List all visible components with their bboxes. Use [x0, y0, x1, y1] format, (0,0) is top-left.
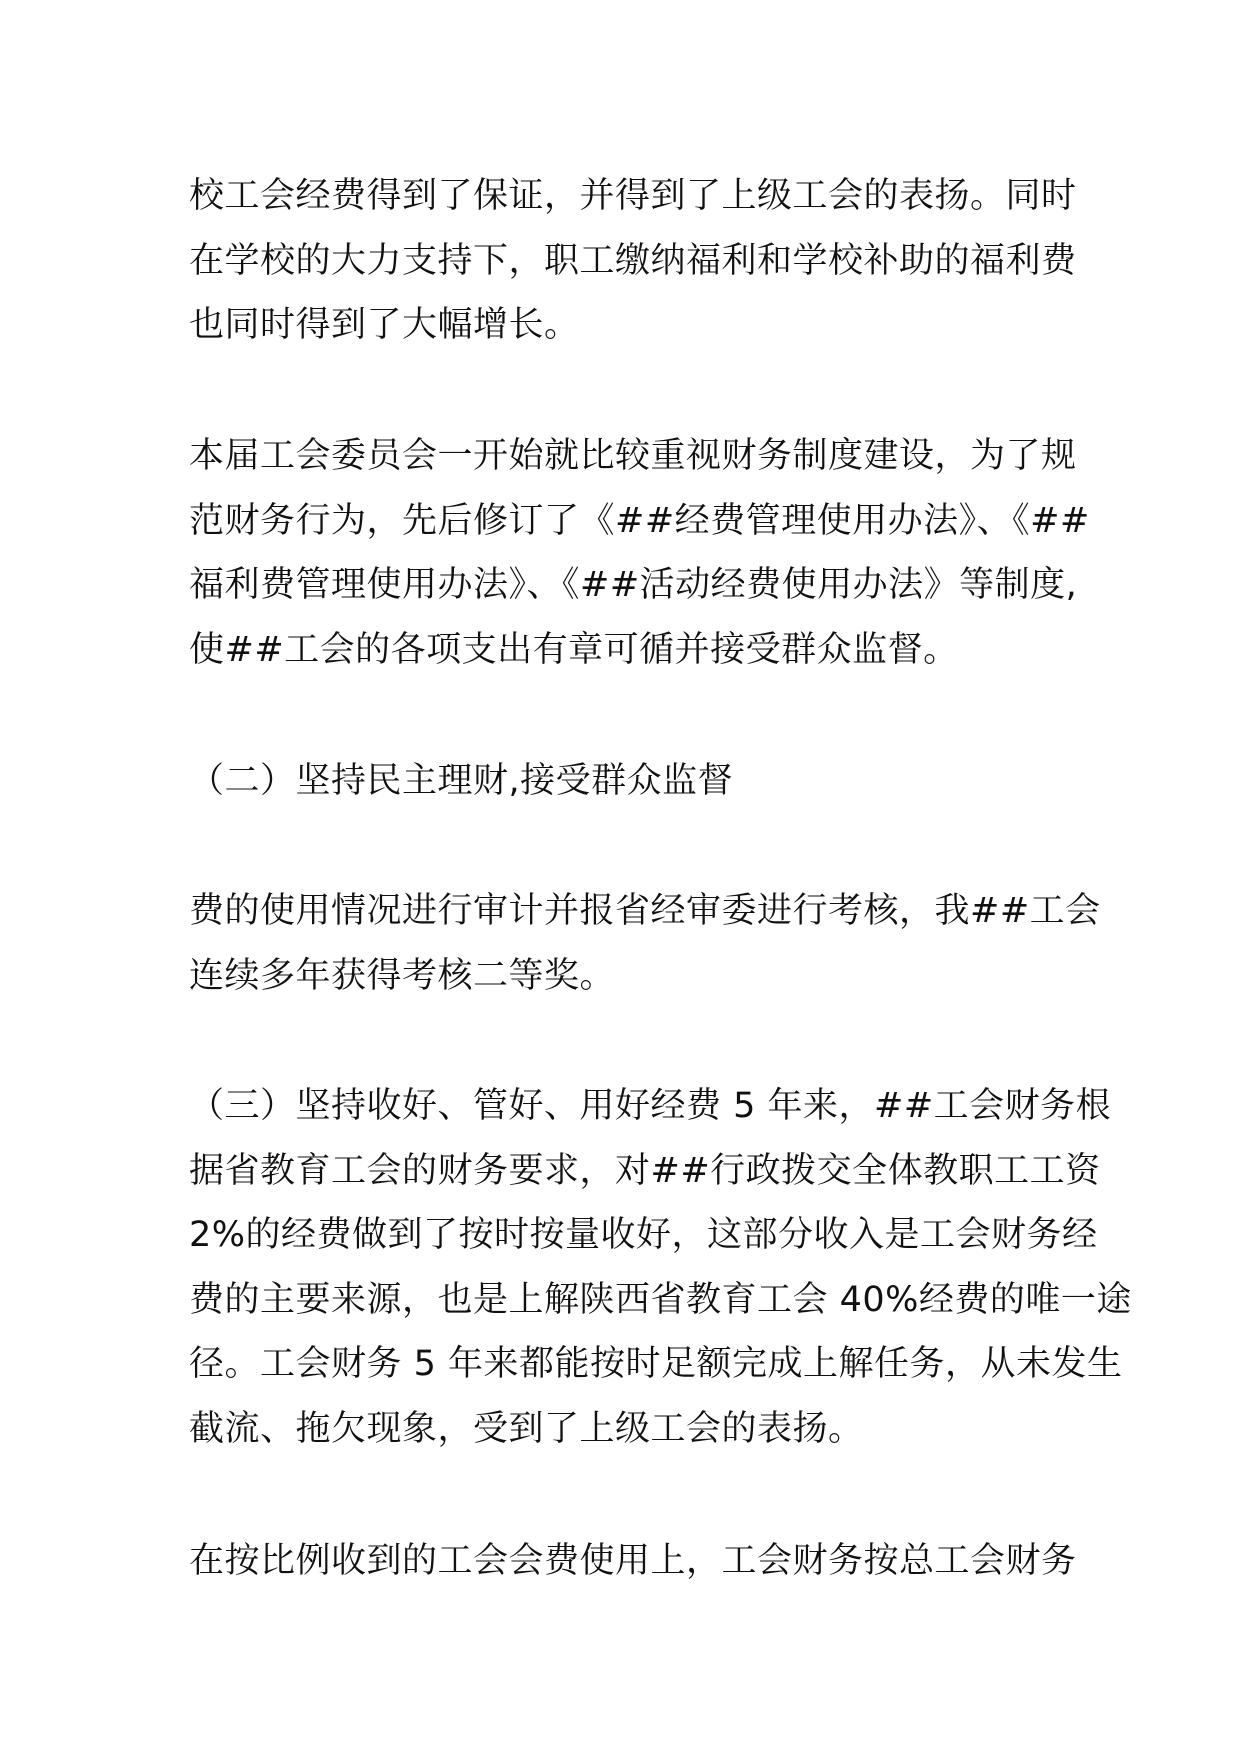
- text-line: 也同时得到了大幅增长。: [189, 305, 580, 346]
- text-line: 费的使用情况进行审计并报省经审委进行考核，我##工会: [189, 891, 1101, 931]
- text-line: 使##工会的各项支出有章可循并接受群众监督。: [189, 629, 959, 670]
- paragraph-fund-collection: [189, 1074, 1132, 1462]
- text-line: 2%的经费做到了按时按量收好，这部分收入是工会财务经: [189, 1215, 1098, 1256]
- text-line: 连续多年获得考核二等奖。: [189, 955, 616, 996]
- text-line: 费的主要来源，也是上解陕西省教育工会 40%经费的唯一途: [189, 1279, 1132, 1320]
- paragraph-funding-guarantee: [189, 164, 1077, 358]
- text-line: 在学校的大力支持下，职工缴纳福利和学校补助的福利费: [189, 240, 1077, 281]
- section-heading-democratic-finance: [189, 749, 1069, 814]
- paragraph-dues-usage: [189, 1529, 1077, 1594]
- text-line: 福利费管理使用办法》、《##活动经费使用办法》等制度,: [189, 565, 1078, 606]
- paragraph-financial-system: [189, 424, 1090, 682]
- text-line: 本届工会委员会一开始就比较重视财务制度建设，为了规: [189, 436, 1077, 476]
- text-line: 径。工会财务 5 年来都能按时足额完成上解任务，从未发生: [189, 1344, 1123, 1385]
- text-line: 截流、拖欠现象，受到了上级工会的表扬。: [189, 1408, 864, 1449]
- text-line: （二）坚持民主理财,接受群众监督: [189, 761, 734, 801]
- text-line: （三）坚持收好、管好、用好经费 5 年来，##工会财务根: [189, 1086, 1112, 1126]
- text-line: 在按比例收到的工会会费使用上，工会财务按总工会财务: [189, 1541, 1077, 1581]
- text-line: 校工会经费得到了保证，并得到了上级工会的表扬。同时: [189, 176, 1077, 216]
- text-line: 据省教育工会的财务要求，对##行政拨交全体教职工工资: [189, 1150, 1101, 1191]
- paragraph-audit-award: [189, 879, 1101, 1008]
- text-line: 范财务行为，先后修订了《##经费管理使用办法》、《##: [189, 500, 1090, 541]
